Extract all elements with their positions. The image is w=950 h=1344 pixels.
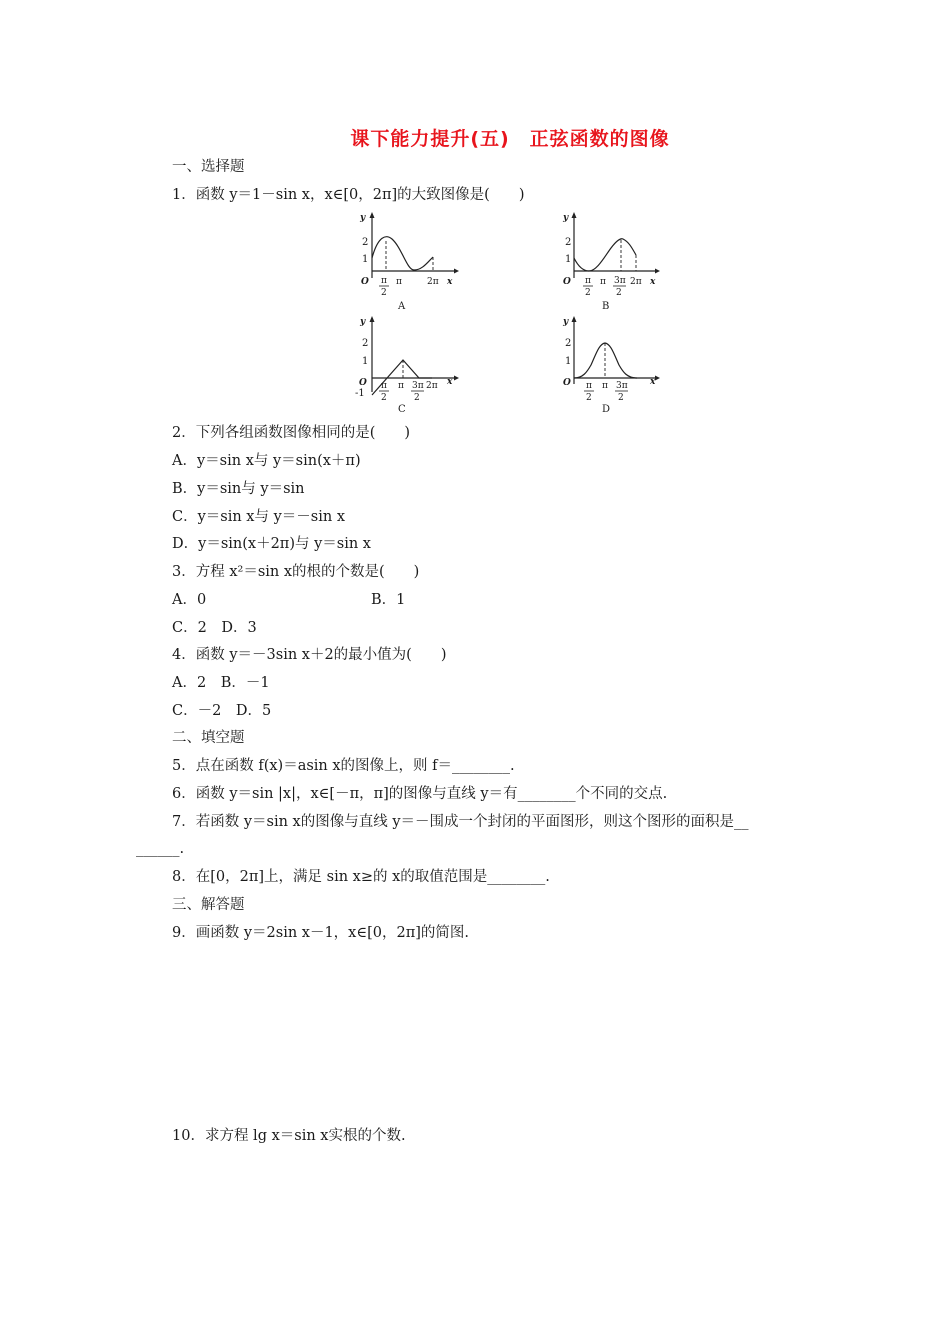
graph-a-origin: O <box>361 277 369 287</box>
graph-a-y-label: y <box>360 213 366 223</box>
question-2-option-a: A．y＝sin x与 y＝sin(x＋π) <box>172 453 361 469</box>
graph-a-x-label: x <box>447 277 453 287</box>
section-heading-solve: 三、解答题 <box>172 897 245 913</box>
graph-d-xtick-3pi-half: 3π <box>616 381 628 391</box>
question-3-option-a: A．0 <box>172 592 207 608</box>
graph-b-ytick-2: 2 <box>565 237 572 248</box>
graph-c-label: C <box>398 404 406 415</box>
graph-c-xtick-3pi-half: 3π <box>412 381 424 391</box>
question-3-options-cd: C．2 D．3 <box>172 620 257 636</box>
graph-c-ytick-1: 1 <box>362 356 369 367</box>
graph-b-ytick-1: 1 <box>565 254 572 265</box>
graph-option-d <box>557 312 667 418</box>
svg-text:2: 2 <box>381 288 387 298</box>
question-2-option-d: D．y＝sin(x＋2π)与 y＝sin x <box>172 536 371 552</box>
graph-a-xtick-pi: π <box>396 277 402 287</box>
question-10: 10．求方程 lg x＝sin x实根的个数. <box>172 1128 406 1144</box>
question-4-options-ab: A．2 B．－1 <box>172 675 270 691</box>
page-title: 课下能力提升(五) 正弦函数的图像 <box>350 128 670 150</box>
graph-c-ytick-neg1: -1 <box>355 388 365 399</box>
graph-c-y-label: y <box>360 317 366 327</box>
svg-text:2: 2 <box>414 393 420 403</box>
question-4-stem: 4．函数 y＝－3sin x＋2的最小值为( ) <box>172 647 447 663</box>
svg-text:2: 2 <box>585 288 591 298</box>
section-heading-choice: 一、选择题 <box>172 159 245 175</box>
graph-d-ytick-2: 2 <box>565 338 572 349</box>
graph-c-origin: O <box>359 378 367 388</box>
graph-c-xtick-pi: π <box>398 381 404 391</box>
graph-b-label: B <box>602 301 610 312</box>
graph-a-curve <box>372 237 433 270</box>
question-6: 6．函数 y＝sin |x|，x∈[－π，π]的图像与直线 y＝有________个不同的交点. <box>172 786 668 802</box>
question-2-option-c: C．y＝sin x与 y＝－sin x <box>172 509 345 525</box>
question-8: 8．在[0，2π]上，满足 sin x≥的 x的取值范围是________. <box>172 869 550 885</box>
graph-d-x-label: x <box>650 377 656 387</box>
svg-text:2: 2 <box>586 393 592 403</box>
graph-a-label: A <box>398 301 406 312</box>
question-4-options-cd: C．－2 D．5 <box>172 703 272 719</box>
graph-b-y-label: y <box>563 213 569 223</box>
graph-d-y-label: y <box>563 317 569 327</box>
graph-b-xtick-pi: π <box>600 277 606 287</box>
graph-c-ytick-2: 2 <box>362 338 369 349</box>
graph-d-curve <box>574 343 637 378</box>
graph-b-x-label: x <box>650 277 656 287</box>
graph-option-b <box>557 208 667 314</box>
svg-text:2: 2 <box>616 288 622 298</box>
svg-text:2: 2 <box>618 393 624 403</box>
section-heading-fill: 二、填空题 <box>172 730 245 746</box>
graph-option-a <box>352 208 462 314</box>
graph-d-label: D <box>602 404 611 415</box>
graph-a-xtick-pi-half: π <box>381 276 387 286</box>
graph-a-ytick-2: 2 <box>362 237 369 248</box>
graph-b-origin: O <box>563 277 571 287</box>
graph-c-xtick-pi-half: π <box>381 381 387 391</box>
question-5: 5．点在函数 f(x)＝asin x的图像上，则 f＝________. <box>172 758 515 774</box>
graph-d-ytick-1: 1 <box>565 356 572 367</box>
graph-b-xtick-pi-half: π <box>585 276 591 286</box>
question-3-stem: 3．方程 x²＝sin x的根的个数是( ) <box>172 564 420 580</box>
question-7-line-1: 7．若函数 y＝sin x的图像与直线 y＝－围成一个封闭的平面图形，则这个图形的面积是__ <box>172 814 749 830</box>
graph-b-xtick-2pi: 2π <box>630 277 642 287</box>
graph-d-xtick-pi-half: π <box>586 381 592 391</box>
question-3-option-b: B．1 <box>371 592 406 608</box>
graph-d-origin: O <box>563 378 571 388</box>
graph-c-x-label: x <box>447 377 453 387</box>
graph-b-curve <box>574 239 636 271</box>
svg-text:2π: 2π <box>426 381 438 391</box>
question-2-stem: 2．下列各组函数图像相同的是( ) <box>172 425 411 441</box>
question-7-line-2: ______. <box>136 841 185 857</box>
question-1-stem: 1．函数 y＝1－sin x，x∈[0，2π]的大致图像是( ) <box>172 187 525 203</box>
graph-b-xtick-3pi-half: 3π <box>614 276 626 286</box>
graph-a-xtick-2pi: 2π <box>427 277 439 287</box>
graph-option-c <box>352 312 462 418</box>
question-2-option-b: B．y＝sin与 y＝sin <box>172 481 305 497</box>
question-9: 9．画函数 y＝2sin x－1，x∈[0，2π]的简图. <box>172 925 469 941</box>
graph-d-xtick-pi: π <box>602 381 608 391</box>
svg-text:2: 2 <box>381 393 387 403</box>
graph-a-ytick-1: 1 <box>362 254 369 265</box>
